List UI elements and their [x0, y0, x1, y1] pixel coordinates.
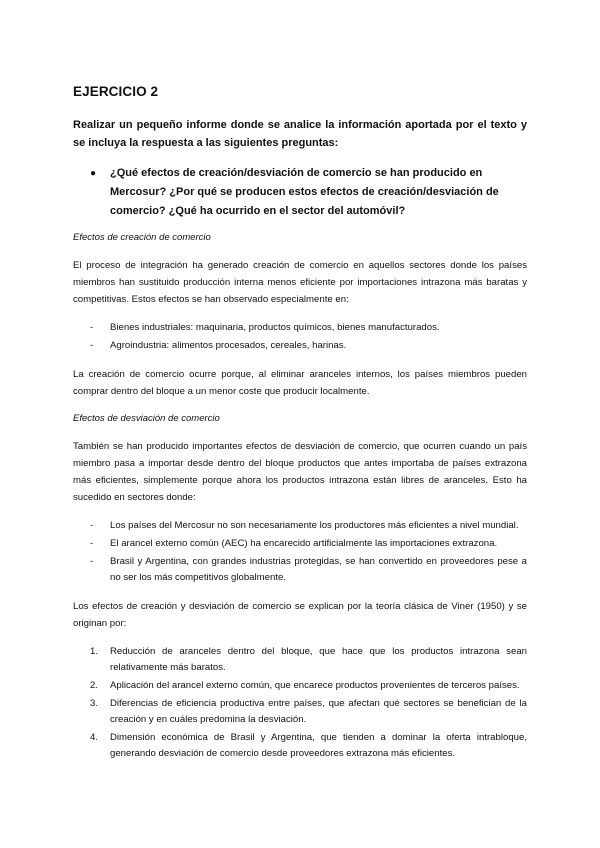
item-number: 4.	[90, 732, 99, 743]
section-heading-creation: Efectos de creación de comercio	[73, 232, 211, 243]
causes-paragraph: Los efectos de creación y desviación de comercio se explican por la teoría clásica de Viner (1950) y se originan por:	[73, 601, 527, 629]
dash-icon: -	[90, 322, 94, 333]
question-list	[73, 164, 527, 221]
list-item	[73, 320, 527, 336]
list-item-text: Brasil y Argentina, con grandes industrias protegidas, se han convertido en proveedores pese a no ser los más competitivos globalmente.	[110, 556, 527, 583]
item-number: 2.	[90, 680, 99, 691]
numbered-item	[73, 644, 527, 676]
diversion-sector-list	[73, 518, 527, 586]
question-item	[73, 164, 527, 221]
list-item	[73, 518, 527, 534]
dash-icon: -	[90, 520, 94, 531]
causes-numbered-list	[73, 644, 527, 762]
numbered-item	[73, 696, 527, 728]
list-item-text: Agroindustria: alimentos procesados, cereales, harinas.	[110, 340, 347, 351]
creation-paragraph-1: El proceso de integración ha generado creación de comercio en aquellos sectores donde los países miembros han sustituido producción interna menos eficiente por importaciones intrazona más baratas y competitivas. Estos efectos se han observado especialmente en:	[73, 260, 527, 305]
dash-icon: -	[90, 340, 94, 351]
numbered-item-text: Diferencias de eficiencia productiva entre países, que afectan qué sectores se benefician de la creación y en cuáles predomina la desviación.	[110, 698, 527, 725]
bullet-icon: ●	[90, 168, 97, 179]
numbered-item-text: Reducción de aranceles dentro del bloque, que hace que los productos intrazona sean relativamente más baratos.	[110, 646, 527, 673]
list-item-text: El arancel externo común (AEC) ha encarecido artificialmente las importaciones extrazona.	[110, 538, 498, 549]
list-item	[73, 338, 527, 354]
numbered-item-text: Dimensión económica de Brasil y Argentina, que tienden a dominar la oferta intrabloque, generando desviación de comercio desde proveedores extrazona más eficientes.	[110, 732, 527, 759]
numbered-item-text: Aplicación del arancel externo común, que encarece productos provenientes de terceros países.	[110, 680, 520, 691]
item-number: 1.	[90, 646, 99, 657]
list-item-text: Los países del Mercosur no son necesariamente los productores más eficientes a nivel mundial.	[110, 520, 519, 531]
diversion-paragraph-1: También se han producido importantes efectos de desviación de comercio, que ocurren cuando un país miembro pasa a importar desde dentro del bloque productos que antes importaba de países extrazona más eficientes, simplemente porque ahora los productos intrazona están libres de aranceles. Esto ha sucedido en sectores donde:	[73, 441, 527, 503]
dash-icon: -	[90, 538, 94, 549]
item-number: 3.	[90, 698, 99, 709]
list-item-text: Bienes industriales: maquinaria, productos químicos, bienes manufacturados.	[110, 322, 440, 333]
exercise-title: EJERCICIO 2	[73, 84, 159, 99]
numbered-item	[73, 678, 527, 694]
question-text: ¿Qué efectos de creación/desviación de comercio se han producido en Mercosur? ¿Por qué se producen estos efectos de creación/desviación de comercio? ¿Qué ha ocurrido en el sector del automóvil?	[110, 167, 499, 217]
list-item	[73, 536, 527, 552]
list-item	[73, 554, 527, 586]
document-content	[73, 84, 527, 764]
creation-paragraph-2: La creación de comercio ocurre porque, al eliminar aranceles internos, los países miembros pueden comprar dentro del bloque a un menor coste que producir localmente.	[73, 369, 527, 397]
section-heading-diversion: Efectos de desviación de comercio	[73, 413, 220, 424]
creation-sector-list	[73, 320, 527, 354]
numbered-item	[73, 730, 527, 762]
dash-icon: -	[90, 556, 94, 567]
instructions-paragraph: Realizar un pequeño informe donde se analice la información aportada por el texto y se incluya la respuesta a las siguientes preguntas:	[73, 119, 527, 149]
